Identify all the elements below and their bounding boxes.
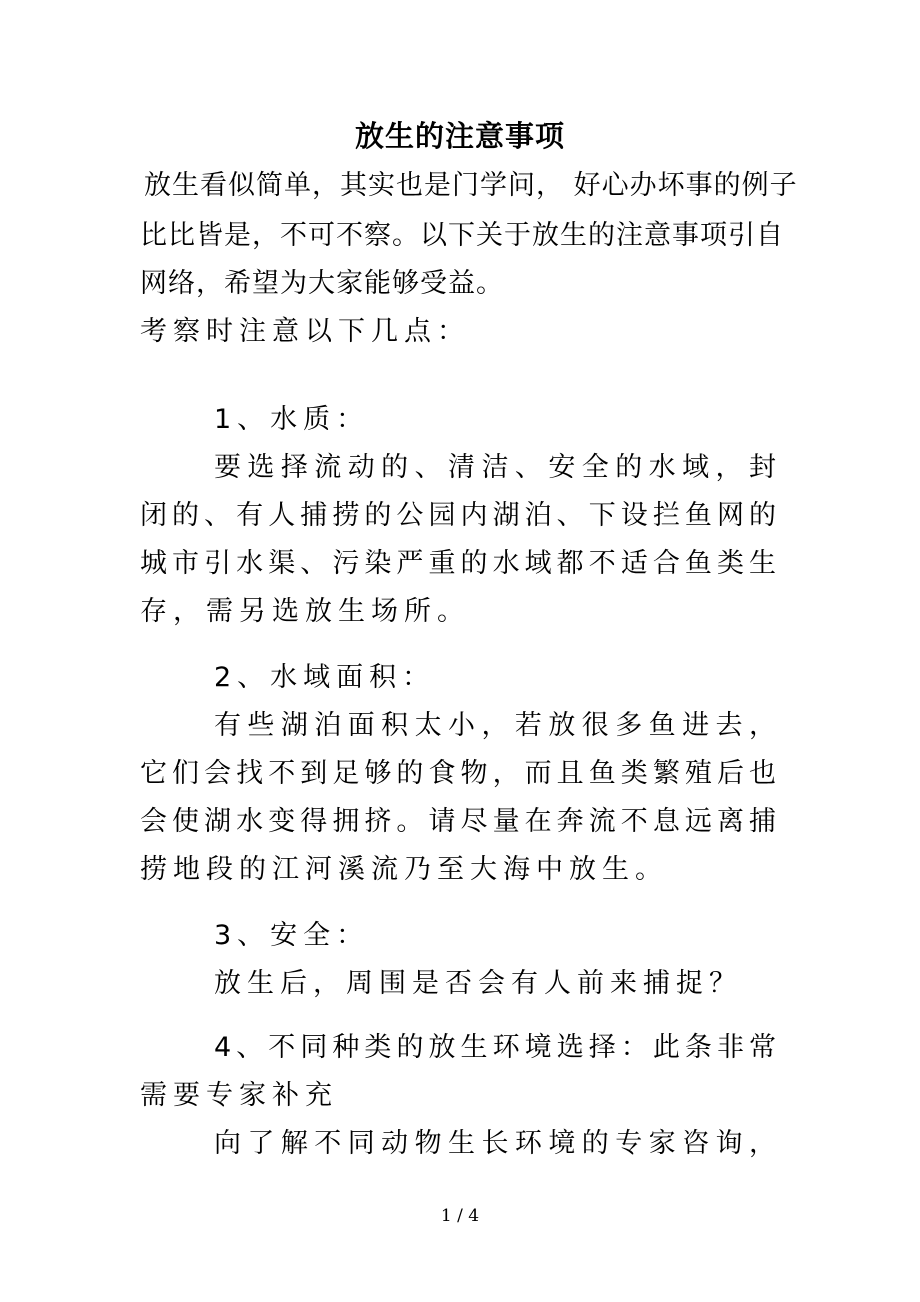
section-heading: 1、水质：: [214, 404, 370, 435]
paragraph-line: 有些湖泊面积太小，若放很多鱼进去，: [214, 710, 776, 741]
paragraph-line: 捞地段的江河溪流乃至大海中放生。: [140, 854, 668, 885]
page-number: 1 / 4: [440, 1206, 480, 1226]
paragraph-line: 放生看似简单，其实也是门学问， 好心办坏事的例子: [144, 170, 798, 201]
paragraph-line: 要选择流动的、清洁、安全的水域，封: [214, 452, 776, 483]
section-heading: 4、不同种类的放生环境选择：此条非常: [214, 1032, 776, 1063]
paragraph-line: 向了解不同动物生长环境的专家咨询，: [214, 1128, 776, 1159]
document-title: 放生的注意事项: [354, 119, 565, 153]
paragraph-line: 放生后，周围是否会有人前来捕捉？: [214, 968, 742, 999]
section-intro: 考察时注意以下几点：: [140, 316, 470, 347]
section-heading: 2、水域面积：: [214, 662, 436, 693]
paragraph-line: 存，需另选放生场所。: [140, 596, 470, 627]
section-heading: 3、安全：: [214, 920, 370, 951]
paragraph-line: 会使湖水变得拥挤。请尽量在奔流不息远离捕: [140, 806, 776, 837]
paragraph-line: 闭的、有人捕捞的公园内湖泊、下设拦鱼网的: [140, 500, 776, 531]
paragraph-line: 网络，希望为大家能够受益。: [140, 268, 504, 299]
paragraph-line: 城市引水渠、污染严重的水域都不适合鱼类生: [140, 548, 776, 579]
paragraph-line: 它们会找不到足够的食物，而且鱼类繁殖后也: [140, 758, 776, 789]
paragraph-line: 需要专家补充: [140, 1080, 338, 1111]
paragraph-line: 比比皆是，不可不察。以下关于放生的注意事项引自: [140, 220, 784, 251]
